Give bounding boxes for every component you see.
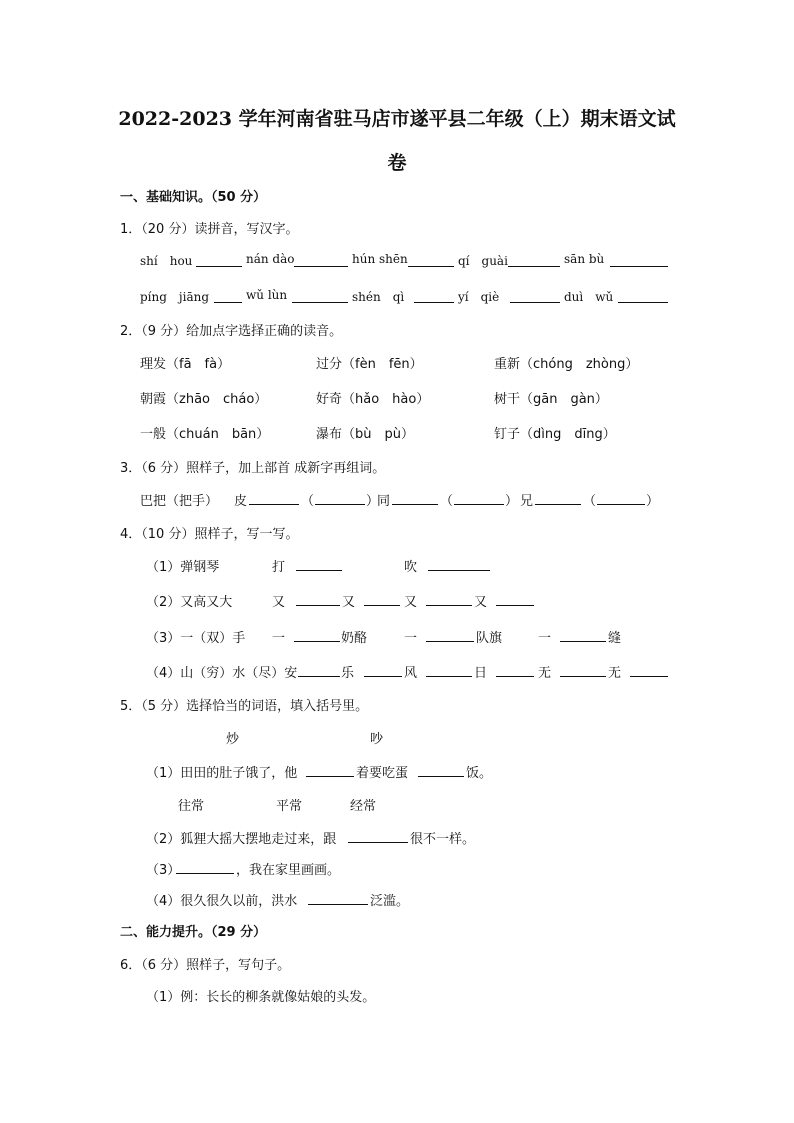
q4-stem: 4．（10 分）照样子，写一写。 [120, 527, 299, 542]
q5-sentence: ，我在家里画画。 [236, 863, 341, 878]
q2-option[interactable]: 重新（chóng zhòng） [494, 357, 639, 372]
q4-word: 乐 [341, 666, 355, 681]
q5-sentence: 很不一样。 [410, 832, 476, 847]
q2-option[interactable]: 朝霞（zhāo cháo） [140, 392, 268, 407]
q3-close-paren: ） [366, 494, 380, 509]
q4-word: 无 [608, 666, 622, 681]
q4-answer-blank[interactable] [496, 662, 534, 677]
q3-answer-blank[interactable] [535, 490, 581, 505]
q4-word: 一 [538, 631, 552, 646]
q3-answer-blank[interactable] [392, 490, 438, 505]
q4-answer-blank[interactable] [426, 627, 474, 642]
q4-answer-blank[interactable] [560, 627, 606, 642]
q4-answer-blank[interactable] [630, 662, 668, 677]
q4-example: （1）弹钢琴 [146, 560, 220, 575]
q1-pinyin: qí guài [458, 254, 508, 268]
q4-word: 又 [474, 595, 488, 610]
q1-pinyin: nán dào [246, 252, 295, 266]
q4-answer-blank[interactable] [426, 662, 472, 677]
q1-pinyin: sān bù [564, 252, 605, 266]
q4-answer-blank[interactable] [364, 591, 400, 606]
q4-word: 又 [272, 595, 286, 610]
q5-word-choice: 平常 [276, 799, 303, 814]
exam-title-line2: 卷 [387, 152, 407, 174]
q3-answer-blank[interactable] [315, 490, 365, 505]
q2-option[interactable]: 一般（chuán bān） [140, 427, 270, 442]
q3-close-paren: ） [646, 494, 660, 509]
q3-stem: 3．（6 分）照样子，加上部首 成新字再组词。 [120, 461, 386, 476]
q5-word-choice: 往常 [178, 799, 205, 814]
q1-answer-blank[interactable] [196, 252, 242, 267]
q1-answer-blank[interactable] [214, 288, 242, 303]
section-heading-2: 二、能力提升。（29 分） [120, 925, 267, 940]
q2-option[interactable]: 瀑布（bù pù） [316, 427, 414, 442]
q4-word: 打 [272, 560, 286, 575]
q2-stem: 2．（9 分）给加点字选择正确的读音。 [120, 324, 343, 339]
q1-answer-blank[interactable] [294, 252, 348, 267]
q4-answer-blank[interactable] [296, 591, 340, 606]
q2-option[interactable]: 钉子（dìng dīng） [494, 427, 616, 442]
q1-pinyin: hún shēn [352, 252, 408, 266]
q1-pinyin: shén qì [352, 290, 405, 304]
q4-answer-blank[interactable] [496, 591, 534, 606]
q3-char: 同 [377, 494, 391, 509]
q3-char: 皮 [234, 494, 248, 509]
q1-pinyin: wǔ lùn [246, 288, 288, 302]
q4-word: 缝 [608, 631, 622, 646]
q1-answer-blank[interactable] [610, 252, 668, 267]
q3-open-paren: （ [583, 494, 597, 509]
q1-answer-blank[interactable] [292, 288, 348, 303]
q1-answer-blank[interactable] [618, 288, 668, 303]
q1-answer-blank[interactable] [508, 252, 560, 267]
q5-answer-blank[interactable] [176, 859, 234, 874]
q5-sentence: （2）狐狸大摇大摆地走过来，跟 [146, 832, 337, 847]
q5-answer-blank[interactable] [306, 762, 354, 777]
q5-answer-blank[interactable] [348, 828, 408, 843]
q3-answer-blank[interactable] [454, 490, 504, 505]
q3-answer-blank[interactable] [597, 490, 645, 505]
q2-option[interactable]: 过分（fèn fēn） [316, 357, 423, 372]
q4-answer-blank[interactable] [560, 662, 606, 677]
q4-word: 一 [404, 631, 418, 646]
q5-sentence: （3） [146, 863, 181, 878]
q5-sentence: 着要吃蛋 [356, 766, 409, 781]
q4-example: （4）山（穷）水（尽）安 [146, 666, 298, 681]
q4-word: 又 [404, 595, 418, 610]
q4-word: 一 [272, 631, 286, 646]
q4-word: 吹 [404, 560, 418, 575]
q5-sentence: 泛滥。 [370, 894, 410, 909]
q3-char: 兄 [520, 494, 534, 509]
q1-answer-blank[interactable] [414, 288, 454, 303]
q4-answer-blank[interactable] [428, 556, 490, 571]
q1-pinyin: yí qiè [458, 290, 500, 304]
q4-answer-blank[interactable] [426, 591, 472, 606]
q2-option[interactable]: 树干（gān gàn） [494, 392, 608, 407]
q4-answer-blank[interactable] [364, 662, 402, 677]
q1-answer-blank[interactable] [510, 288, 560, 303]
q5-word-choice: 吵 [370, 732, 384, 747]
q5-stem: 5．（5 分）选择恰当的词语，填入括号里。 [120, 699, 369, 714]
q6-example: （1）例：长长的柳条就像姑娘的头发。 [146, 990, 376, 1005]
q4-answer-blank[interactable] [294, 627, 340, 642]
q1-pinyin: píng jiāng [140, 290, 210, 304]
q4-word: 日 [474, 666, 488, 681]
q3-open-paren: （ [301, 494, 315, 509]
q4-word: 风 [404, 666, 418, 681]
q3-example: 巴把（把手） [140, 494, 219, 509]
q1-answer-blank[interactable] [408, 252, 454, 267]
q4-example: （2）又高又大 [146, 595, 233, 610]
q5-sentence: 饭。 [466, 766, 493, 781]
q5-sentence: （1）田田的肚子饿了，他 [146, 766, 298, 781]
q3-answer-blank[interactable] [249, 490, 299, 505]
exam-title-line1: 2022-2023 学年河南省驻马店市遂平县二年级（上）期末语文试 [118, 108, 676, 130]
q5-answer-blank[interactable] [308, 890, 368, 905]
q1-pinyin: shí hou [140, 254, 193, 268]
q1-stem: 1．（20 分）读拼音，写汉字。 [120, 222, 299, 237]
q5-answer-blank[interactable] [418, 762, 464, 777]
q4-word: 无 [538, 666, 552, 681]
q2-option[interactable]: 好奇（hǎo hào） [316, 392, 430, 407]
q4-word: 又 [342, 595, 356, 610]
q3-close-paren: ） [505, 494, 519, 509]
q4-word: 奶酪 [341, 631, 368, 646]
q4-word: 队旗 [476, 631, 503, 646]
q4-answer-blank[interactable] [296, 556, 342, 571]
q4-example: （3）一（双）手 [146, 631, 246, 646]
q5-word-choice: 炒 [226, 732, 240, 747]
q6-stem: 6．（6 分）照样子，写句子。 [120, 958, 291, 973]
q1-pinyin: duì wǔ [564, 290, 614, 304]
q4-answer-blank[interactable] [298, 662, 340, 677]
q5-word-choice: 经常 [350, 799, 377, 814]
q5-sentence: （4）很久很久以前，洪水 [146, 894, 298, 909]
q3-open-paren: （ [440, 494, 454, 509]
section-heading-1: 一、基础知识。（50 分） [120, 190, 267, 205]
q2-option[interactable]: 理发（fā fà） [140, 357, 231, 372]
